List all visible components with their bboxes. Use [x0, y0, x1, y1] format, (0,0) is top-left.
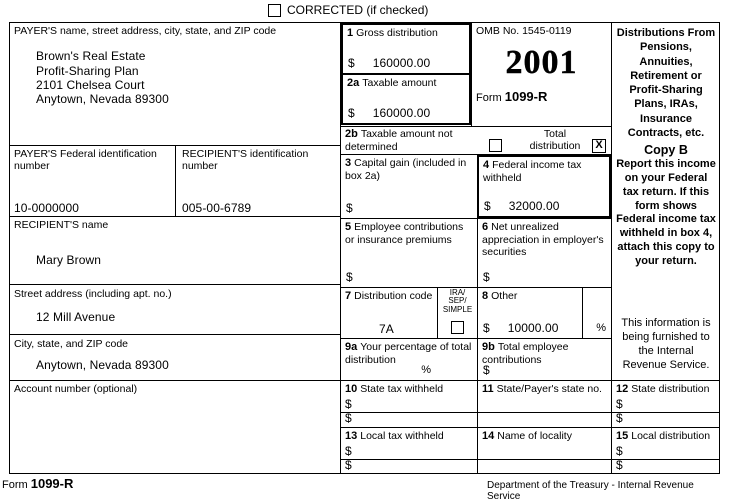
box-2a-value: 160000.00 [372, 105, 431, 120]
account-number-block [10, 381, 340, 473]
box-3-number: 3 [345, 157, 352, 169]
box-9b-total-employee-contributions [478, 339, 611, 380]
box-10-state-tax-withheld [341, 381, 477, 427]
box-7-distribution-code [341, 288, 437, 338]
account-number-label: Account number (optional) [14, 383, 138, 395]
box-11-label: State/Payer's state no. [496, 383, 602, 395]
box-3-dollar-sign: $ [346, 200, 353, 215]
box-7-value: 7A [379, 321, 394, 336]
box-2a-dollar-sign: $ [348, 105, 355, 120]
corrected-label: CORRECTED (if checked) [287, 3, 429, 17]
box-12-label: State distribution [631, 383, 710, 395]
box-6-label: Net unrealized appreciation in employer's securities [482, 221, 604, 259]
footer-form-prefix: Form [2, 479, 28, 491]
box-7-number: 7 [345, 290, 352, 302]
recipient-tin-label: RECIPIENT'S identification number [182, 148, 309, 173]
recipient-tin-block [178, 146, 340, 216]
box-8-percent-sign: % [596, 322, 606, 335]
payer-tin-block [10, 146, 175, 216]
recipient-street-label: Street address (including apt. no.) [14, 288, 172, 300]
payer-label: PAYER'S name, street address, city, state, and ZIP code [14, 25, 277, 37]
payer-line-3: 2101 Chelsea Court [36, 77, 145, 92]
box-12-number: 12 [616, 383, 629, 395]
box-10-number: 10 [345, 383, 358, 395]
box-4-label: Federal income tax withheld [483, 159, 582, 184]
box-5-dollar-sign: $ [346, 269, 353, 284]
box-9b-number: 9b [482, 341, 495, 353]
box-3-label: Capital gain (included in box 2a) [345, 157, 467, 182]
box-1-value: 160000.00 [372, 55, 431, 70]
box-4-federal-income-tax-withheld [477, 155, 611, 218]
box-4-value: 32000.00 [508, 198, 560, 213]
box-9a-label: Your percentage of total distribution [345, 341, 472, 366]
box-11-number: 11 [482, 383, 494, 395]
recipient-tin-value: 005-00-6789 [182, 200, 252, 215]
right-body-text: Report this income on your Federal tax return. If this form shows Federal income tax withheld in box 4, attach this copy to your return. [616, 158, 716, 267]
right-instructions-column [612, 22, 720, 474]
divider-box11-mid [478, 412, 611, 413]
box-2b-number: 2b [345, 128, 358, 140]
recipient-name-label: RECIPIENT'S name [14, 219, 109, 231]
omb-block [472, 23, 611, 126]
recipient-city-label: City, state, and ZIP code [14, 338, 129, 350]
box-7-label: Distribution code [354, 290, 433, 302]
box-14-number: 14 [482, 430, 495, 442]
box-6-number: 6 [482, 221, 489, 233]
box-2b-not-determined-checkbox[interactable] [489, 139, 502, 152]
box-3-capital-gain [341, 155, 477, 218]
omb-label: OMB No. 1545-0119 [476, 25, 572, 37]
box-15-label: Local distribution [631, 430, 711, 442]
divider-recipient-name [10, 284, 340, 285]
omb-form-prefix: Form [476, 92, 502, 105]
box-13-number: 13 [345, 430, 358, 442]
box-12-dollar-2: $ [616, 411, 623, 425]
box-7-ira-checkbox[interactable] [451, 321, 464, 334]
payer-tin-label: PAYER'S Federal identification number [14, 148, 157, 173]
box-5-employee-contributions [341, 219, 477, 287]
box-9a-percentage [341, 339, 477, 380]
box-4-number: 4 [483, 159, 490, 171]
box-6-net-unrealized-appreciation [478, 219, 611, 287]
box-10-label: State tax withheld [360, 383, 444, 395]
payer-line-1: Brown's Real Estate [36, 49, 146, 64]
recipient-street-value: 12 Mill Avenue [36, 310, 116, 325]
box-2b-label-right: Total distribution [529, 128, 581, 153]
box-8-dollar-sign: $ [483, 320, 490, 335]
box-5-number: 5 [345, 221, 352, 233]
recipient-city-value: Anytown, Nevada 89300 [36, 358, 169, 373]
box-1-dollar-sign: $ [348, 55, 355, 70]
box-15-dollar-2: $ [616, 458, 623, 472]
box-4-dollar-sign: $ [484, 198, 491, 213]
box-1-gross-distribution [341, 23, 471, 75]
box-14-name-of-locality [478, 428, 611, 473]
box-2a-number: 2a [347, 77, 360, 89]
box-9b-dollar-sign: $ [483, 362, 490, 377]
right-note-text: This information is being furnished to the Internal Revenue Service. [621, 317, 711, 371]
tax-year: 2001 [505, 44, 578, 82]
box-14-label: Name of locality [497, 430, 572, 442]
box-7-ira-sep-simple [438, 288, 477, 338]
box-1-number: 1 [347, 27, 354, 39]
box-1-label: Gross distribution [356, 27, 438, 39]
box-8-other [478, 288, 582, 338]
payer-block [10, 23, 340, 145]
recipient-name-value: Mary Brown [36, 253, 102, 268]
omb-form-name: 1099-R [504, 89, 548, 105]
payer-line-4: Anytown, Nevada 89300 [36, 91, 169, 106]
box-8-value: 10000.00 [507, 320, 559, 335]
divider-omb-left [471, 23, 472, 126]
box-8-number: 8 [482, 290, 489, 302]
right-title: Distributions From Pensions, Annuities, Retirement or Profit-Sharing Plans, IRAs, Insurance Contracts, etc. [616, 27, 716, 140]
box-15-number: 15 [616, 430, 629, 442]
box-13-dollar-2: $ [345, 458, 352, 472]
corrected-row [268, 2, 528, 18]
box-2b-label-left: Taxable amount not determined [345, 128, 453, 153]
corrected-checkbox[interactable] [268, 4, 281, 17]
box-2b-total-distribution-checkbox[interactable]: X [592, 139, 606, 153]
divider-box10-mid [341, 412, 477, 413]
box-10-dollar-1: $ [345, 397, 352, 411]
box-6-dollar-sign: $ [483, 269, 490, 284]
recipient-city-block [10, 336, 340, 380]
copy-designation: Copy B [644, 143, 688, 158]
divider-street [10, 334, 340, 335]
box-7-ira-label: IRA/ SEP/ SIMPLE [442, 288, 473, 314]
recipient-street-block [10, 286, 340, 334]
box-10-dollar-2: $ [345, 411, 352, 425]
box-9b-label: Total employee contributions [482, 341, 569, 366]
divider-box13-mid [341, 459, 477, 460]
payer-line-2: Profit-Sharing Plan [36, 63, 139, 78]
box-13-local-tax-withheld [341, 428, 477, 473]
box-8-percent-cell [583, 288, 611, 338]
box-9a-percent-sign: % [421, 364, 431, 377]
divider-box2b-top [341, 126, 611, 127]
box-13-dollar-1: $ [345, 444, 352, 458]
box-5-label: Employee contributions or insurance premiums [345, 221, 464, 246]
box-2b-row [341, 126, 611, 154]
box-2a-label: Taxable amount [362, 77, 437, 89]
footer-agency: Department of the Treasury - Internal Revenue Service [487, 480, 694, 500]
payer-tin-value: 10-0000000 [14, 200, 80, 215]
recipient-name-block [10, 217, 340, 284]
box-12-dollar-1: $ [616, 397, 623, 411]
box-8-label: Other [491, 290, 518, 302]
divider-box14-mid [478, 459, 611, 460]
box-9a-number: 9a [345, 341, 358, 353]
footer-form-id [2, 476, 73, 491]
divider-tin-vertical [175, 146, 176, 216]
footer-form-name: 1099-R [30, 476, 74, 491]
box-11-state-payer-state-no [478, 381, 611, 427]
box-15-dollar-1: $ [616, 444, 623, 458]
box-13-label: Local tax withheld [360, 430, 444, 442]
box-2a-taxable-amount [341, 73, 471, 125]
